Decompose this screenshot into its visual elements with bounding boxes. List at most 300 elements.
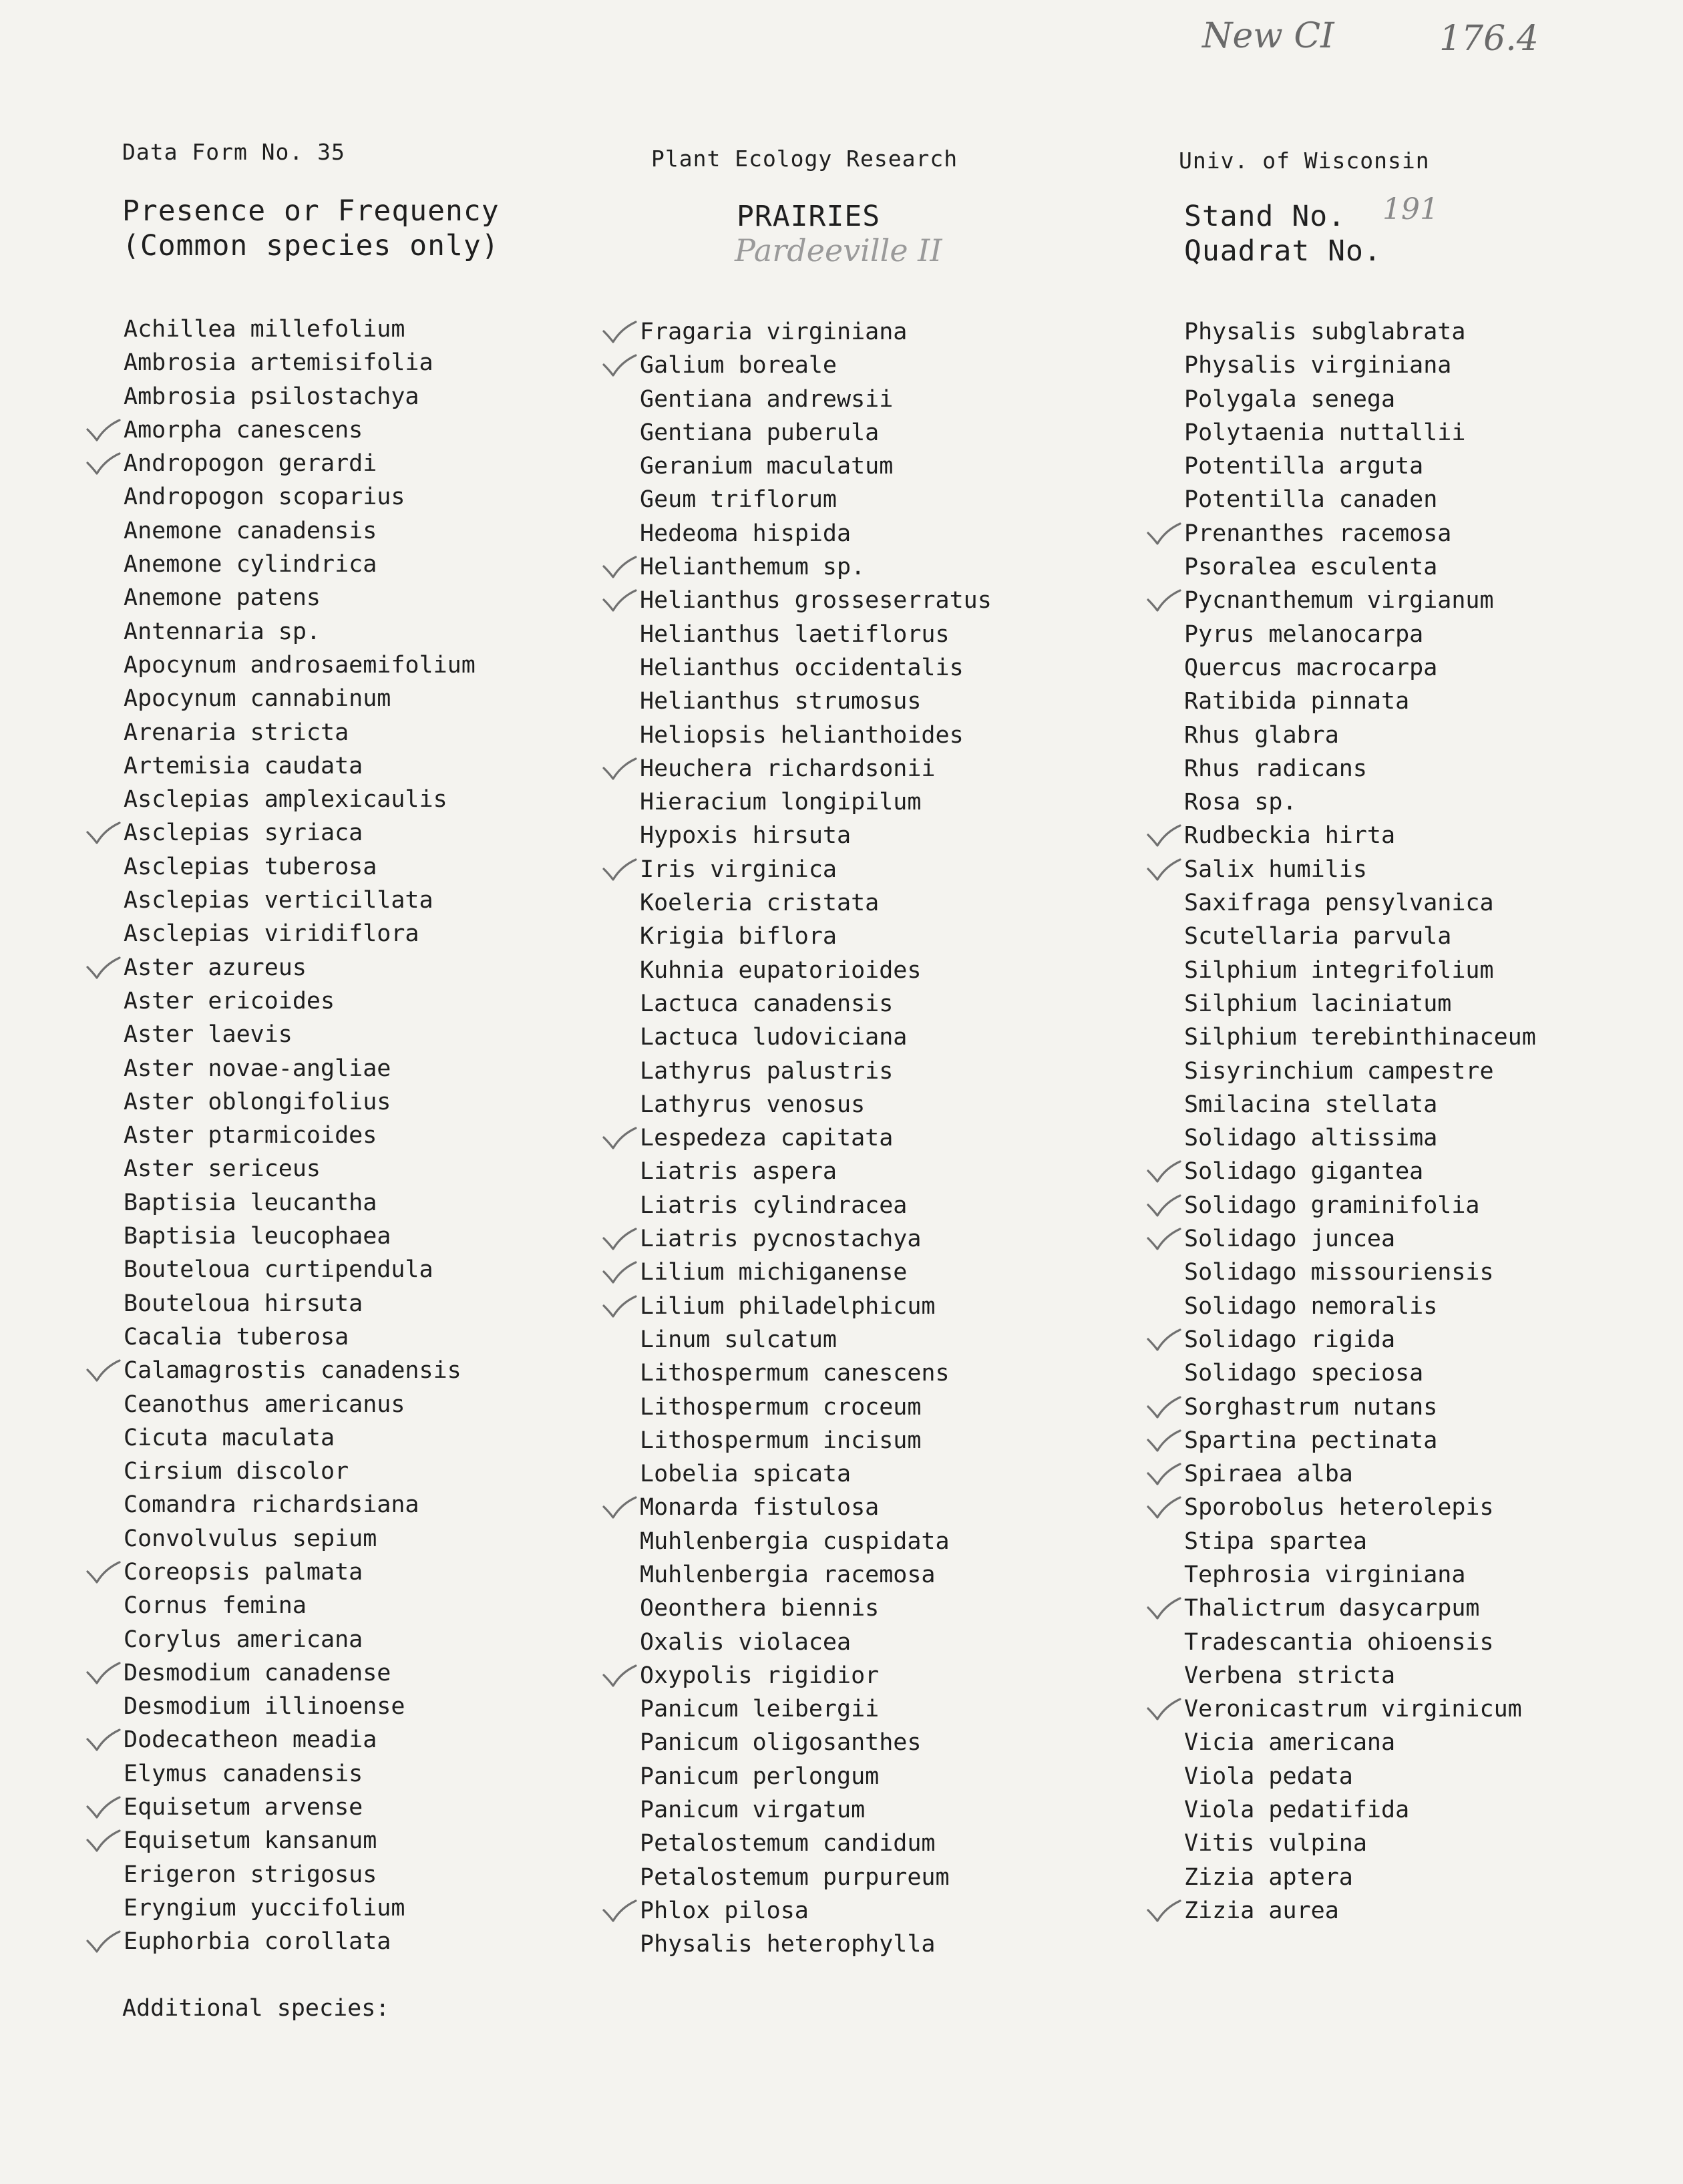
species-name: Sporobolus heterolepis: [1184, 1494, 1494, 1521]
species-name: Veronicastrum virginicum: [1184, 1696, 1522, 1723]
species-name: Arenaria stricta: [124, 719, 349, 746]
species-name: Anemone canadensis: [124, 517, 377, 544]
species-name: Smilacina stellata: [1184, 1091, 1438, 1118]
species-item: [640, 853, 992, 886]
species-name: Solidago graminifolia: [1184, 1192, 1480, 1219]
prairies-title: PRAIRIES: [737, 200, 881, 233]
species-item: [1184, 785, 1536, 819]
species-item: [1184, 618, 1536, 651]
species-name: Solidago juncea: [1184, 1226, 1396, 1253]
species-name: Zizia aptera: [1184, 1863, 1353, 1891]
species-item: [640, 1626, 992, 1659]
species-name: Prenanthes racemosa: [1184, 520, 1452, 547]
species-item: [640, 886, 992, 920]
species-item: [1184, 1121, 1536, 1155]
species-item: [640, 1659, 992, 1692]
species-item: [1184, 719, 1536, 752]
species-item: [1184, 383, 1536, 416]
species-name: Lathyrus venosus: [640, 1091, 866, 1118]
species-name: Helianthus laetiflorus: [640, 620, 950, 648]
pencil-check-icon: [85, 417, 121, 443]
species-item: [640, 1121, 992, 1155]
species-item: [1184, 1525, 1536, 1558]
species-name: Helianthus occidentalis: [640, 654, 964, 681]
pencil-check-icon: [1145, 823, 1181, 848]
species-item: [1184, 1894, 1536, 1928]
species-name: Aster novae-angliae: [124, 1055, 391, 1082]
species-name: Bouteloua curtipendula: [124, 1256, 433, 1284]
species-item: [640, 1592, 992, 1625]
species-item: [124, 1757, 476, 1791]
species-name: Aster ericoides: [124, 987, 335, 1015]
species-name: Anemone patens: [124, 584, 321, 612]
species-name: Tradescantia ohioensis: [1184, 1628, 1494, 1656]
species-item: [124, 1455, 476, 1488]
species-name: Corylus americana: [124, 1626, 363, 1653]
species-item: [124, 447, 476, 480]
species-item: [1184, 1726, 1536, 1759]
pencil-check-icon: [1145, 1395, 1181, 1420]
species-name: Ambrosia psilostachya: [124, 383, 419, 410]
species-name: Rhus radicans: [1184, 755, 1367, 782]
species-name: Comandra richardsiana: [124, 1491, 419, 1519]
species-item: [124, 816, 476, 850]
species-name: Heliopsis helianthoides: [640, 721, 964, 749]
species-name: Panicum perlongum: [640, 1763, 880, 1790]
handwritten-site-name: Pardeeville II: [735, 232, 942, 268]
species-item: [1184, 1827, 1536, 1860]
species-item: [640, 685, 992, 718]
species-item: [640, 1323, 992, 1356]
pencil-check-icon: [601, 1294, 637, 1319]
species-item: [124, 749, 476, 783]
form-subtitle: [122, 194, 500, 263]
species-item: [124, 1522, 476, 1556]
pencil-check-icon: [601, 554, 637, 580]
species-name: Thalictrum dasycarpum: [1184, 1595, 1480, 1622]
species-item: [1184, 416, 1536, 449]
pencil-check-icon: [1145, 1596, 1181, 1621]
species-name: Geranium maculatum: [640, 453, 894, 480]
species-name: Lactuca ludoviciana: [640, 1024, 908, 1051]
species-name: Solidago speciosa: [1184, 1360, 1424, 1387]
species-name: Coreopsis palmata: [124, 1558, 363, 1586]
species-name: Desmodium canadense: [124, 1659, 391, 1686]
species-item: [1184, 987, 1536, 1021]
species-item: [1184, 1861, 1536, 1894]
species-item: [640, 954, 992, 987]
species-name: Vitis vulpina: [1184, 1830, 1367, 1857]
species-name: Silphium terebinthinaceum: [1184, 1024, 1536, 1051]
species-name: Cirsium discolor: [124, 1458, 349, 1485]
species-name: Galium boreale: [640, 352, 837, 379]
species-item: [640, 1256, 992, 1289]
species-name: Dodecatheon meadia: [124, 1726, 377, 1754]
species-name: Physalis subglabrata: [1184, 319, 1466, 345]
species-item: [1184, 584, 1536, 617]
species-column-3: [1184, 315, 1536, 1928]
species-name: Muhlenbergia cuspidata: [640, 1527, 950, 1555]
species-name: Ceanothus americanus: [124, 1391, 405, 1418]
species-item: [640, 1726, 992, 1759]
stand-quadrat-block: [1184, 199, 1382, 268]
species-item: [1184, 1290, 1536, 1323]
species-item: [1184, 1760, 1536, 1793]
species-name: Muhlenbergia racemosa: [640, 1561, 936, 1588]
species-name: Scutellaria parvula: [1184, 923, 1452, 950]
species-name: Erigeron strigosus: [124, 1861, 377, 1888]
pencil-check-icon: [1145, 1495, 1181, 1520]
species-item: [124, 1052, 476, 1085]
pencil-check-icon: [601, 1226, 637, 1252]
pencil-check-icon: [601, 353, 637, 378]
species-name: Phlox pilosa: [640, 1897, 809, 1924]
species-item: [640, 1894, 992, 1928]
species-item: [124, 1791, 476, 1824]
species-item: [640, 1491, 992, 1524]
species-name: Gentiana andrewsii: [640, 385, 894, 413]
pencil-check-icon: [85, 955, 121, 980]
species-name: Aster sericeus: [124, 1155, 321, 1183]
species-item: [640, 517, 992, 550]
species-name: Linum sulcatum: [640, 1326, 837, 1353]
species-item: [1184, 752, 1536, 785]
species-item: [124, 1589, 476, 1622]
species-name: Spartina pectinata: [1184, 1427, 1438, 1454]
species-name: Cornus femina: [124, 1592, 307, 1620]
species-name: Ratibida pinnata: [1184, 688, 1410, 715]
species-name: Koeleria cristata: [640, 890, 880, 917]
species-item: [1184, 1424, 1536, 1457]
species-name: Ambrosia artemisifolia: [124, 349, 433, 377]
species-name: Helianthemum sp.: [640, 554, 866, 581]
species-name: Artemisia caudata: [124, 752, 363, 779]
species-name: Iris virginica: [640, 856, 837, 883]
species-name: Polygala senega: [1184, 385, 1396, 413]
species-item: [124, 1925, 476, 1958]
species-item: [1184, 1592, 1536, 1625]
species-item: [1184, 315, 1536, 349]
species-name: Psoralea esculenta: [1184, 554, 1438, 581]
species-name: Hypoxis hirsuta: [640, 822, 852, 850]
species-item: [1184, 1391, 1536, 1424]
species-item: [1184, 1692, 1536, 1726]
pencil-check-icon: [601, 1663, 637, 1688]
species-name: Helianthus grosseserratus: [640, 587, 992, 614]
species-name: Achillea millefolium: [124, 316, 405, 343]
species-item: [1184, 1256, 1536, 1289]
pencil-check-icon: [85, 451, 121, 476]
species-name: Kuhnia eupatorioides: [640, 956, 922, 984]
species-item: [124, 884, 476, 917]
species-item: [1184, 1222, 1536, 1256]
species-name: Convolvulus sepium: [124, 1525, 377, 1552]
species-name: Eryngium yuccifolium: [124, 1894, 405, 1922]
species-name: Panicum oligosanthes: [640, 1729, 922, 1757]
species-item: [640, 550, 992, 584]
species-item: [1184, 1323, 1536, 1356]
species-item: [1184, 1356, 1536, 1390]
species-name: Gentiana puberula: [640, 419, 880, 446]
pencil-check-icon: [601, 756, 637, 781]
species-item: [124, 1018, 476, 1051]
pencil-check-icon: [601, 319, 637, 345]
species-name: Equisetum arvense: [124, 1794, 363, 1821]
species-name: Liatris pycnostachya: [640, 1226, 922, 1253]
species-item: [640, 719, 992, 752]
species-name: Equisetum kansanum: [124, 1827, 377, 1855]
species-item: [640, 1155, 992, 1188]
species-name: Geum triflorum: [640, 486, 837, 514]
species-item: [124, 1556, 476, 1589]
species-item: [640, 1760, 992, 1793]
species-name: Elymus canadensis: [124, 1760, 363, 1787]
pencil-check-icon: [601, 588, 637, 613]
species-name: Aster oblongifolius: [124, 1088, 391, 1115]
species-name: Asclepias verticillata: [124, 887, 433, 914]
species-item: [640, 785, 992, 819]
species-name: Spiraea alba: [1184, 1461, 1353, 1488]
pencil-check-icon: [85, 1358, 121, 1383]
species-item: [124, 1656, 476, 1690]
species-name: Viola pedata: [1184, 1763, 1353, 1790]
species-column-2: [640, 315, 992, 1962]
species-item: [1184, 1558, 1536, 1592]
species-item: [1184, 349, 1536, 382]
species-item: [124, 548, 476, 581]
pencil-check-icon: [1145, 521, 1181, 546]
species-item: [124, 850, 476, 884]
subtitle-line-1: Presence or Frequency: [122, 194, 500, 228]
pencil-check-icon: [85, 1929, 121, 1954]
species-item: [124, 380, 476, 413]
species-name: Helianthus strumosus: [640, 688, 922, 715]
pencil-check-icon: [85, 1660, 121, 1686]
species-name: Potentilla arguta: [1184, 453, 1424, 480]
species-name: Rhus glabra: [1184, 721, 1339, 749]
handwritten-note-top-left: New CI: [1202, 16, 1334, 56]
species-item: [124, 313, 476, 346]
pencil-check-icon: [1145, 857, 1181, 882]
species-item: [1184, 685, 1536, 718]
species-name: Asclepias amplexicaulis: [124, 786, 447, 813]
species-name: Cacalia tuberosa: [124, 1323, 349, 1350]
species-item: [640, 1793, 992, 1827]
pencil-check-icon: [1145, 1327, 1181, 1352]
species-name: Baptisia leucophaea: [124, 1223, 391, 1250]
species-item: [124, 514, 476, 548]
pencil-check-icon: [601, 1898, 637, 1924]
species-name: Amorpha canescens: [124, 416, 363, 443]
research-title: Plant Ecology Research: [651, 146, 958, 172]
species-name: Monarda fistulosa: [640, 1494, 880, 1521]
species-name: Solidago altissima: [1184, 1125, 1438, 1152]
handwritten-stand-number: 191: [1382, 192, 1439, 226]
species-name: Aster ptarmicoides: [124, 1122, 377, 1149]
species-name: Solidago nemoralis: [1184, 1292, 1438, 1320]
species-item: [124, 1488, 476, 1521]
species-item: [1184, 517, 1536, 550]
species-item: [1184, 1088, 1536, 1121]
species-name: Anemone cylindrica: [124, 551, 377, 578]
species-name: Pycnanthemum virgianum: [1184, 587, 1494, 614]
species-name: Panicum virgatum: [640, 1797, 866, 1824]
university-name: Univ. of Wisconsin: [1179, 148, 1430, 174]
species-name: Aster azureus: [124, 954, 307, 981]
species-name: Oxypolis rigidior: [640, 1662, 880, 1689]
species-name: Silphium integrifolium: [1184, 956, 1494, 984]
species-name: Stipa spartea: [1184, 1527, 1367, 1555]
species-item: [124, 783, 476, 816]
species-item: [1184, 651, 1536, 685]
species-name: Physalis virginiana: [1184, 352, 1452, 379]
species-name: Zizia aurea: [1184, 1897, 1339, 1924]
pencil-check-icon: [85, 820, 121, 846]
additional-species-label: Additional species:: [122, 1995, 390, 2022]
species-name: Rudbeckia hirta: [1184, 822, 1396, 850]
species-item: [124, 1220, 476, 1253]
species-item: [640, 1356, 992, 1390]
species-item: [1184, 1457, 1536, 1491]
species-item: [124, 480, 476, 514]
species-name: Sorghastrum nutans: [1184, 1393, 1438, 1421]
pencil-check-icon: [1145, 1428, 1181, 1453]
species-item: [640, 1021, 992, 1054]
species-name: Polytaenia nuttallii: [1184, 419, 1466, 446]
species-name: Tephrosia virginiana: [1184, 1561, 1466, 1588]
species-name: Viola pedatifida: [1184, 1797, 1410, 1824]
species-item: [640, 987, 992, 1021]
species-item: [1184, 449, 1536, 483]
species-item: [124, 581, 476, 614]
species-item: [640, 315, 992, 349]
species-name: Lathyrus palustris: [640, 1057, 894, 1085]
species-item: [640, 1861, 992, 1894]
pencil-check-icon: [1145, 588, 1181, 613]
species-item: [124, 716, 476, 749]
quadrat-label: Quadrat No.: [1184, 234, 1382, 268]
species-item: [640, 819, 992, 852]
species-name: Apocynum cannabinum: [124, 685, 391, 713]
species-item: [124, 1690, 476, 1723]
species-item: [640, 920, 992, 953]
species-name: Euphorbia corollata: [124, 1928, 391, 1956]
pencil-check-icon: [85, 1727, 121, 1753]
species-item: [124, 1858, 476, 1891]
species-name: Potentilla canaden: [1184, 486, 1438, 514]
species-item: [640, 1222, 992, 1256]
species-item: [640, 1558, 992, 1592]
species-item: [640, 1189, 992, 1222]
species-item: [640, 1391, 992, 1424]
species-item: [124, 682, 476, 715]
species-item: [1184, 550, 1536, 584]
species-item: [640, 1525, 992, 1558]
species-name: Asclepias syriaca: [124, 820, 363, 847]
species-name: Verbena stricta: [1184, 1662, 1396, 1689]
species-name: Lithospermum croceum: [640, 1393, 922, 1421]
species-item: [640, 383, 992, 416]
species-name: Rosa sp.: [1184, 789, 1297, 816]
species-item: [640, 651, 992, 685]
pencil-check-icon: [601, 1495, 637, 1520]
species-name: Liatris aspera: [640, 1158, 837, 1186]
species-item: [640, 752, 992, 785]
species-item: [124, 1824, 476, 1857]
species-name: Petalostemum purpureum: [640, 1863, 950, 1891]
species-item: [124, 1253, 476, 1286]
species-name: Andropogon scoparius: [124, 484, 405, 511]
species-item: [640, 1692, 992, 1726]
species-item: [1184, 853, 1536, 886]
species-item: [124, 917, 476, 950]
species-item: [124, 1320, 476, 1354]
species-item: [124, 1119, 476, 1152]
species-item: [124, 1723, 476, 1757]
subtitle-line-2: (Common species only): [122, 229, 500, 262]
species-name: Lilium michiganense: [640, 1259, 908, 1286]
species-item: [640, 1088, 992, 1121]
species-item: [124, 615, 476, 649]
species-item: [640, 584, 992, 617]
species-name: Oxalis violacea: [640, 1628, 852, 1656]
species-name: Hieracium longipilum: [640, 789, 922, 816]
pencil-check-icon: [85, 1560, 121, 1585]
species-item: [1184, 1793, 1536, 1827]
species-item: [640, 1290, 992, 1323]
pencil-check-icon: [601, 1125, 637, 1151]
species-item: [124, 649, 476, 682]
species-item: [124, 1085, 476, 1119]
pencil-check-icon: [1145, 1461, 1181, 1487]
species-item: [124, 1388, 476, 1421]
species-item: [640, 349, 992, 382]
species-item: [1184, 954, 1536, 987]
species-column-1: [124, 313, 476, 1959]
species-name: Physalis heterophylla: [640, 1931, 936, 1958]
species-name: Vicia americana: [1184, 1729, 1396, 1757]
species-item: [1184, 886, 1536, 920]
species-name: Solidago gigantea: [1184, 1158, 1424, 1186]
species-name: Lithospermum canescens: [640, 1360, 950, 1387]
species-name: Lactuca canadensis: [640, 990, 894, 1017]
pencil-check-icon: [601, 1260, 637, 1285]
species-item: [1184, 1659, 1536, 1692]
species-name: Liatris cylindracea: [640, 1192, 908, 1219]
species-name: Lobelia spicata: [640, 1461, 852, 1488]
species-item: [1184, 819, 1536, 852]
pencil-check-icon: [601, 857, 637, 882]
species-name: Baptisia leucantha: [124, 1189, 377, 1216]
species-name: Oeonthera biennis: [640, 1595, 880, 1622]
species-item: [124, 1287, 476, 1320]
species-item: [640, 1457, 992, 1491]
species-name: Asclepias viridiflora: [124, 920, 419, 948]
species-name: Solidago rigida: [1184, 1326, 1396, 1353]
species-name: Cicuta maculata: [124, 1424, 335, 1451]
species-name: Krigia biflora: [640, 923, 837, 950]
species-name: Salix humilis: [1184, 856, 1367, 883]
species-item: [1184, 1055, 1536, 1088]
species-item: [124, 1186, 476, 1220]
species-name: Lithospermum incisum: [640, 1427, 922, 1454]
species-item: [1184, 1155, 1536, 1188]
handwritten-note-top-right: 176.4: [1439, 19, 1539, 59]
species-name: Silphium laciniatum: [1184, 990, 1452, 1017]
species-item: [1184, 920, 1536, 953]
species-item: [640, 416, 992, 449]
species-name: Sisyrinchium campestre: [1184, 1057, 1494, 1085]
